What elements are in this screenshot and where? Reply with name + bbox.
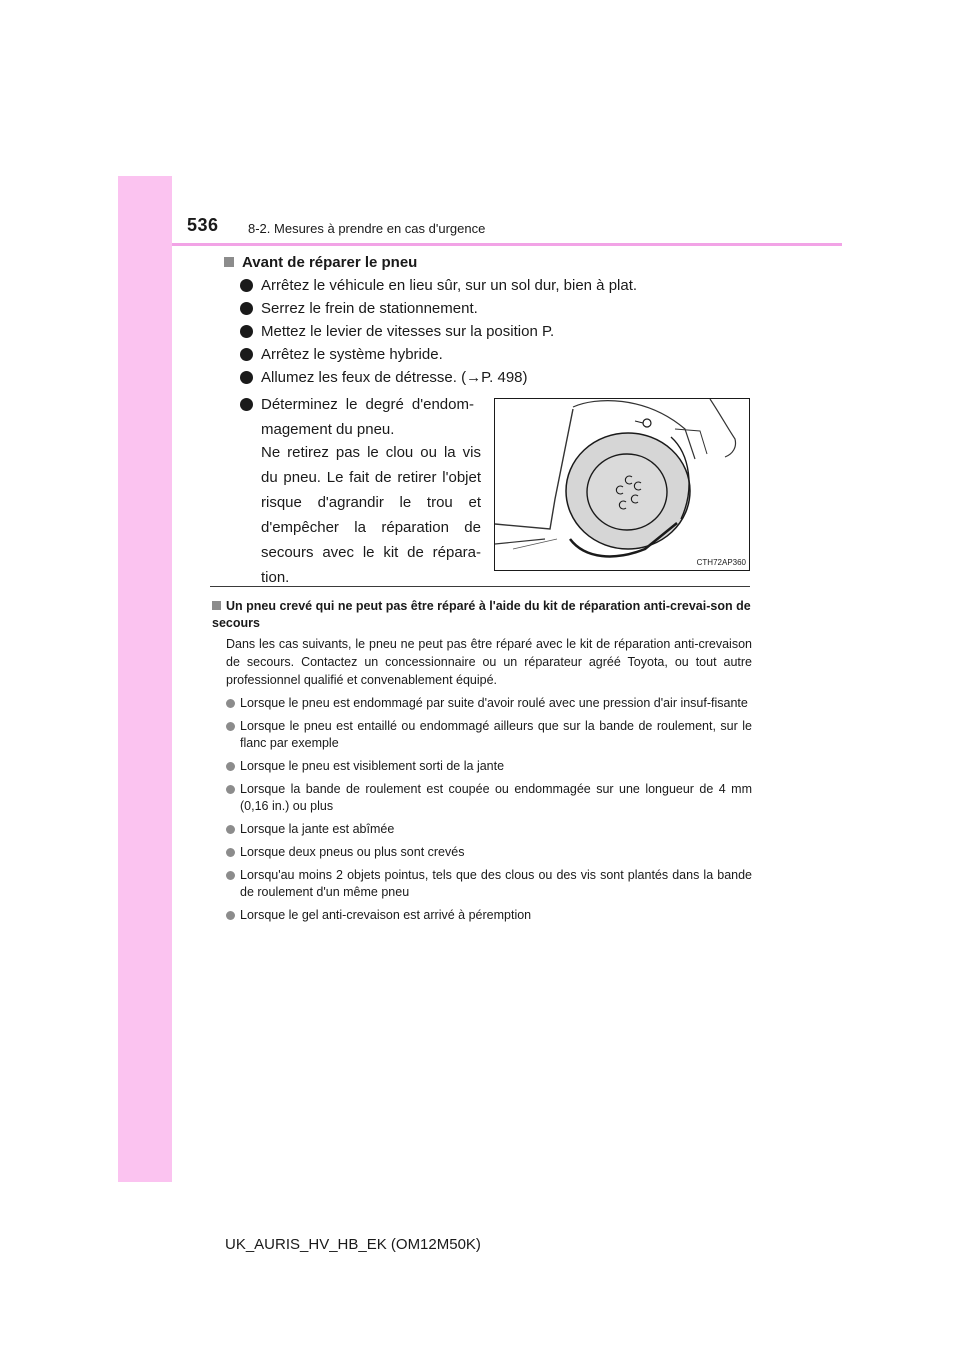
list-item xyxy=(240,367,528,389)
list-item xyxy=(240,321,554,343)
bullet-icon xyxy=(240,348,253,361)
bullet-icon xyxy=(226,871,235,880)
list-item xyxy=(240,392,474,442)
note-item xyxy=(226,907,752,924)
section-heading xyxy=(224,254,417,271)
section-divider xyxy=(210,586,750,587)
note-item xyxy=(226,781,752,815)
bullet-icon xyxy=(226,699,235,708)
note-item xyxy=(226,718,752,752)
note-heading-text: Un pneu crevé qui ne peut pas être réparé à l'aide du kit de réparation anti-crevai-son de secours xyxy=(212,599,751,630)
list-item-text: Mettez le levier de vitesses sur la position P. xyxy=(261,323,555,340)
bullet-icon xyxy=(240,325,253,338)
note-intro: Dans les cas suivants, le pneu ne peut pas être réparé avec le kit de réparation anti-crevaison de secours. Contactez un concessionnaire ou un réparateur agréé Toyota, ou tout autre professionnel qualifié et convenablement équipé. xyxy=(226,637,752,687)
note-item-text: Lorsque la jante est abîmée xyxy=(240,822,395,836)
bullet-icon xyxy=(226,762,235,771)
chapter-title: 8-2. Mesures à prendre en cas d'urgence xyxy=(248,221,486,236)
section-heading-text: Avant de réparer le pneu xyxy=(242,254,418,271)
sub-paragraph: Ne retirez pas le clou ou la vis du pneu. Le fait de retirer l'objet risque d'agrandir le trou et d'empêcher la réparation de secours avec le kit de répara-tion. xyxy=(261,444,481,586)
page-number: 536 xyxy=(187,215,219,235)
bullet-icon xyxy=(240,279,253,292)
list-item xyxy=(240,344,443,366)
bullet-icon xyxy=(240,302,253,315)
bullet-icon xyxy=(226,825,235,834)
note-item-text: Lorsque le pneu est endommagé par suite d'avoir roulé avec une pression d'air insuf-fisante xyxy=(240,696,748,710)
note-item-text: Lorsque le gel anti-crevaison est arrivé à péremption xyxy=(240,908,532,922)
note-item xyxy=(226,867,752,901)
square-bullet-icon xyxy=(212,601,221,610)
list-item-text: Allumez les feux de détresse. (→P. 498) xyxy=(261,369,528,386)
bullet-icon xyxy=(226,911,235,920)
note-item xyxy=(226,844,752,861)
bullet-icon xyxy=(226,848,235,857)
list-item xyxy=(240,275,637,297)
note-item xyxy=(226,821,752,838)
spare-tire-figure xyxy=(494,398,750,571)
list-item-text: Arrêtez le véhicule en lieu sûr, sur un sol dur, bien à plat. xyxy=(261,277,638,294)
note-item xyxy=(226,695,752,712)
list-item-text: Déterminez le degré d'endom-magement du pneu. xyxy=(261,396,474,438)
note-item xyxy=(226,758,752,775)
bullet-icon xyxy=(226,722,235,731)
note-item-text: Lorsqu'au moins 2 objets pointus, tels que des clous ou des vis sont plantés dans la bande de roulement d'un même pneu xyxy=(240,868,752,899)
spare-tire-icon xyxy=(495,399,750,571)
figure-code: CTH72AP360 xyxy=(696,558,746,567)
note-item-text: Lorsque le pneu est entaillé ou endommagé ailleurs que sur la bande de roulement, sur le flanc par exemple xyxy=(240,719,752,750)
list-item-text: Serrez le frein de stationnement. xyxy=(261,300,478,317)
note-item-text: Lorsque le pneu est visiblement sorti de la jante xyxy=(240,759,505,773)
note-item-text: Lorsque la bande de roulement est coupée ou endommagée sur une longueur de 4 mm (0,16 in.) ou plus xyxy=(240,782,752,813)
list-item xyxy=(240,298,478,320)
bullet-icon xyxy=(240,371,253,384)
bullet-icon xyxy=(226,785,235,794)
list-item-text: Arrêtez le système hybride. xyxy=(261,346,443,363)
margin-tab xyxy=(118,176,172,1182)
square-bullet-icon xyxy=(224,257,234,267)
header-rule xyxy=(172,243,842,246)
note-heading xyxy=(212,598,752,632)
note-item-text: Lorsque deux pneus ou plus sont crevés xyxy=(240,845,465,859)
note-list xyxy=(226,695,752,930)
manual-code-footer: UK_AURIS_HV_HB_EK (OM12M50K) xyxy=(225,1236,481,1253)
bullet-icon xyxy=(240,398,253,411)
